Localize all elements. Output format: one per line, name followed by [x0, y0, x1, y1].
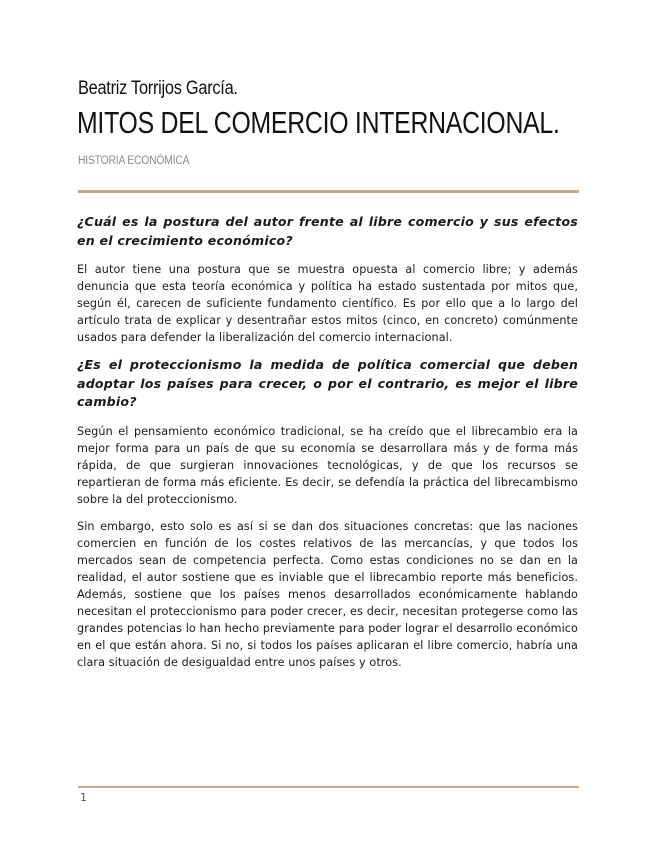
- section-2-paragraph-1: Según el pensamiento económico tradicional, se ha creído que el librecambio era la mejor forma para un país de que su economía se desarrollara más y de forma más rápida, de que surgieran innovaciones tecnológicas, y de que los recursos se repartieran de forma más eficiente. Es decir, se defendía la práctica del librecambismo sobre la del proteccionismo.: [77, 424, 578, 506]
- header-divider: [78, 190, 579, 193]
- author-name: Beatriz Torrijos García.: [78, 78, 238, 99]
- page-number: 1: [80, 791, 87, 804]
- section-question-2: ¿Es el proteccionismo la medida de política comercial que deben adoptar los países para crecer, o por el contrario, es mejor el libre cambio?: [77, 357, 578, 409]
- document-body: [77, 213, 578, 681]
- section-1-paragraph-1: El autor tiene una postura que se muestra opuesta al comercio libre; y además denuncia que esta teoría económica y política ha estado sustentada por mitos que, según él, carecen de suficiente fundamento científico. Es por ello que a lo largo del artículo trata de explicar y desentrañar estos mitos (cinco, en concreto) comúnmente usados para defender la liberalización del comercio internacional.: [77, 263, 578, 344]
- section-2-paragraph-2: Sin embargo, esto solo es así si se dan dos situaciones concretas: que las naciones comercien en función de los costes relativos de las mercancías, y que todos los mercados sean de competencia perfecta. Como estas condiciones no se dan en la realidad, el autor sostiene que es inviable que el librecambio reporte más beneficios. Además, sostiene que los países menos desarrollados económicamente hablando necesitan el proteccionismo para poder crecer, es decir, necesitan protegerse como las grandes potencias lo han hecho previamente para poder lograr el desarrollo económico en el que están ahora. Si no, si todos los países aplicaran el libre comercio, habría una clara situación de desigualdad entre unos países y otros.: [77, 519, 578, 669]
- document-subtitle: HISTORIA ECONÓMICA: [78, 153, 190, 167]
- section-question-1: ¿Cuál es la postura del autor frente al libre comercio y sus efectos en el crecimiento económico?: [77, 214, 578, 248]
- document-title: MITOS DEL COMERCIO INTERNACIONAL.: [77, 105, 560, 140]
- footer-divider: [78, 786, 579, 788]
